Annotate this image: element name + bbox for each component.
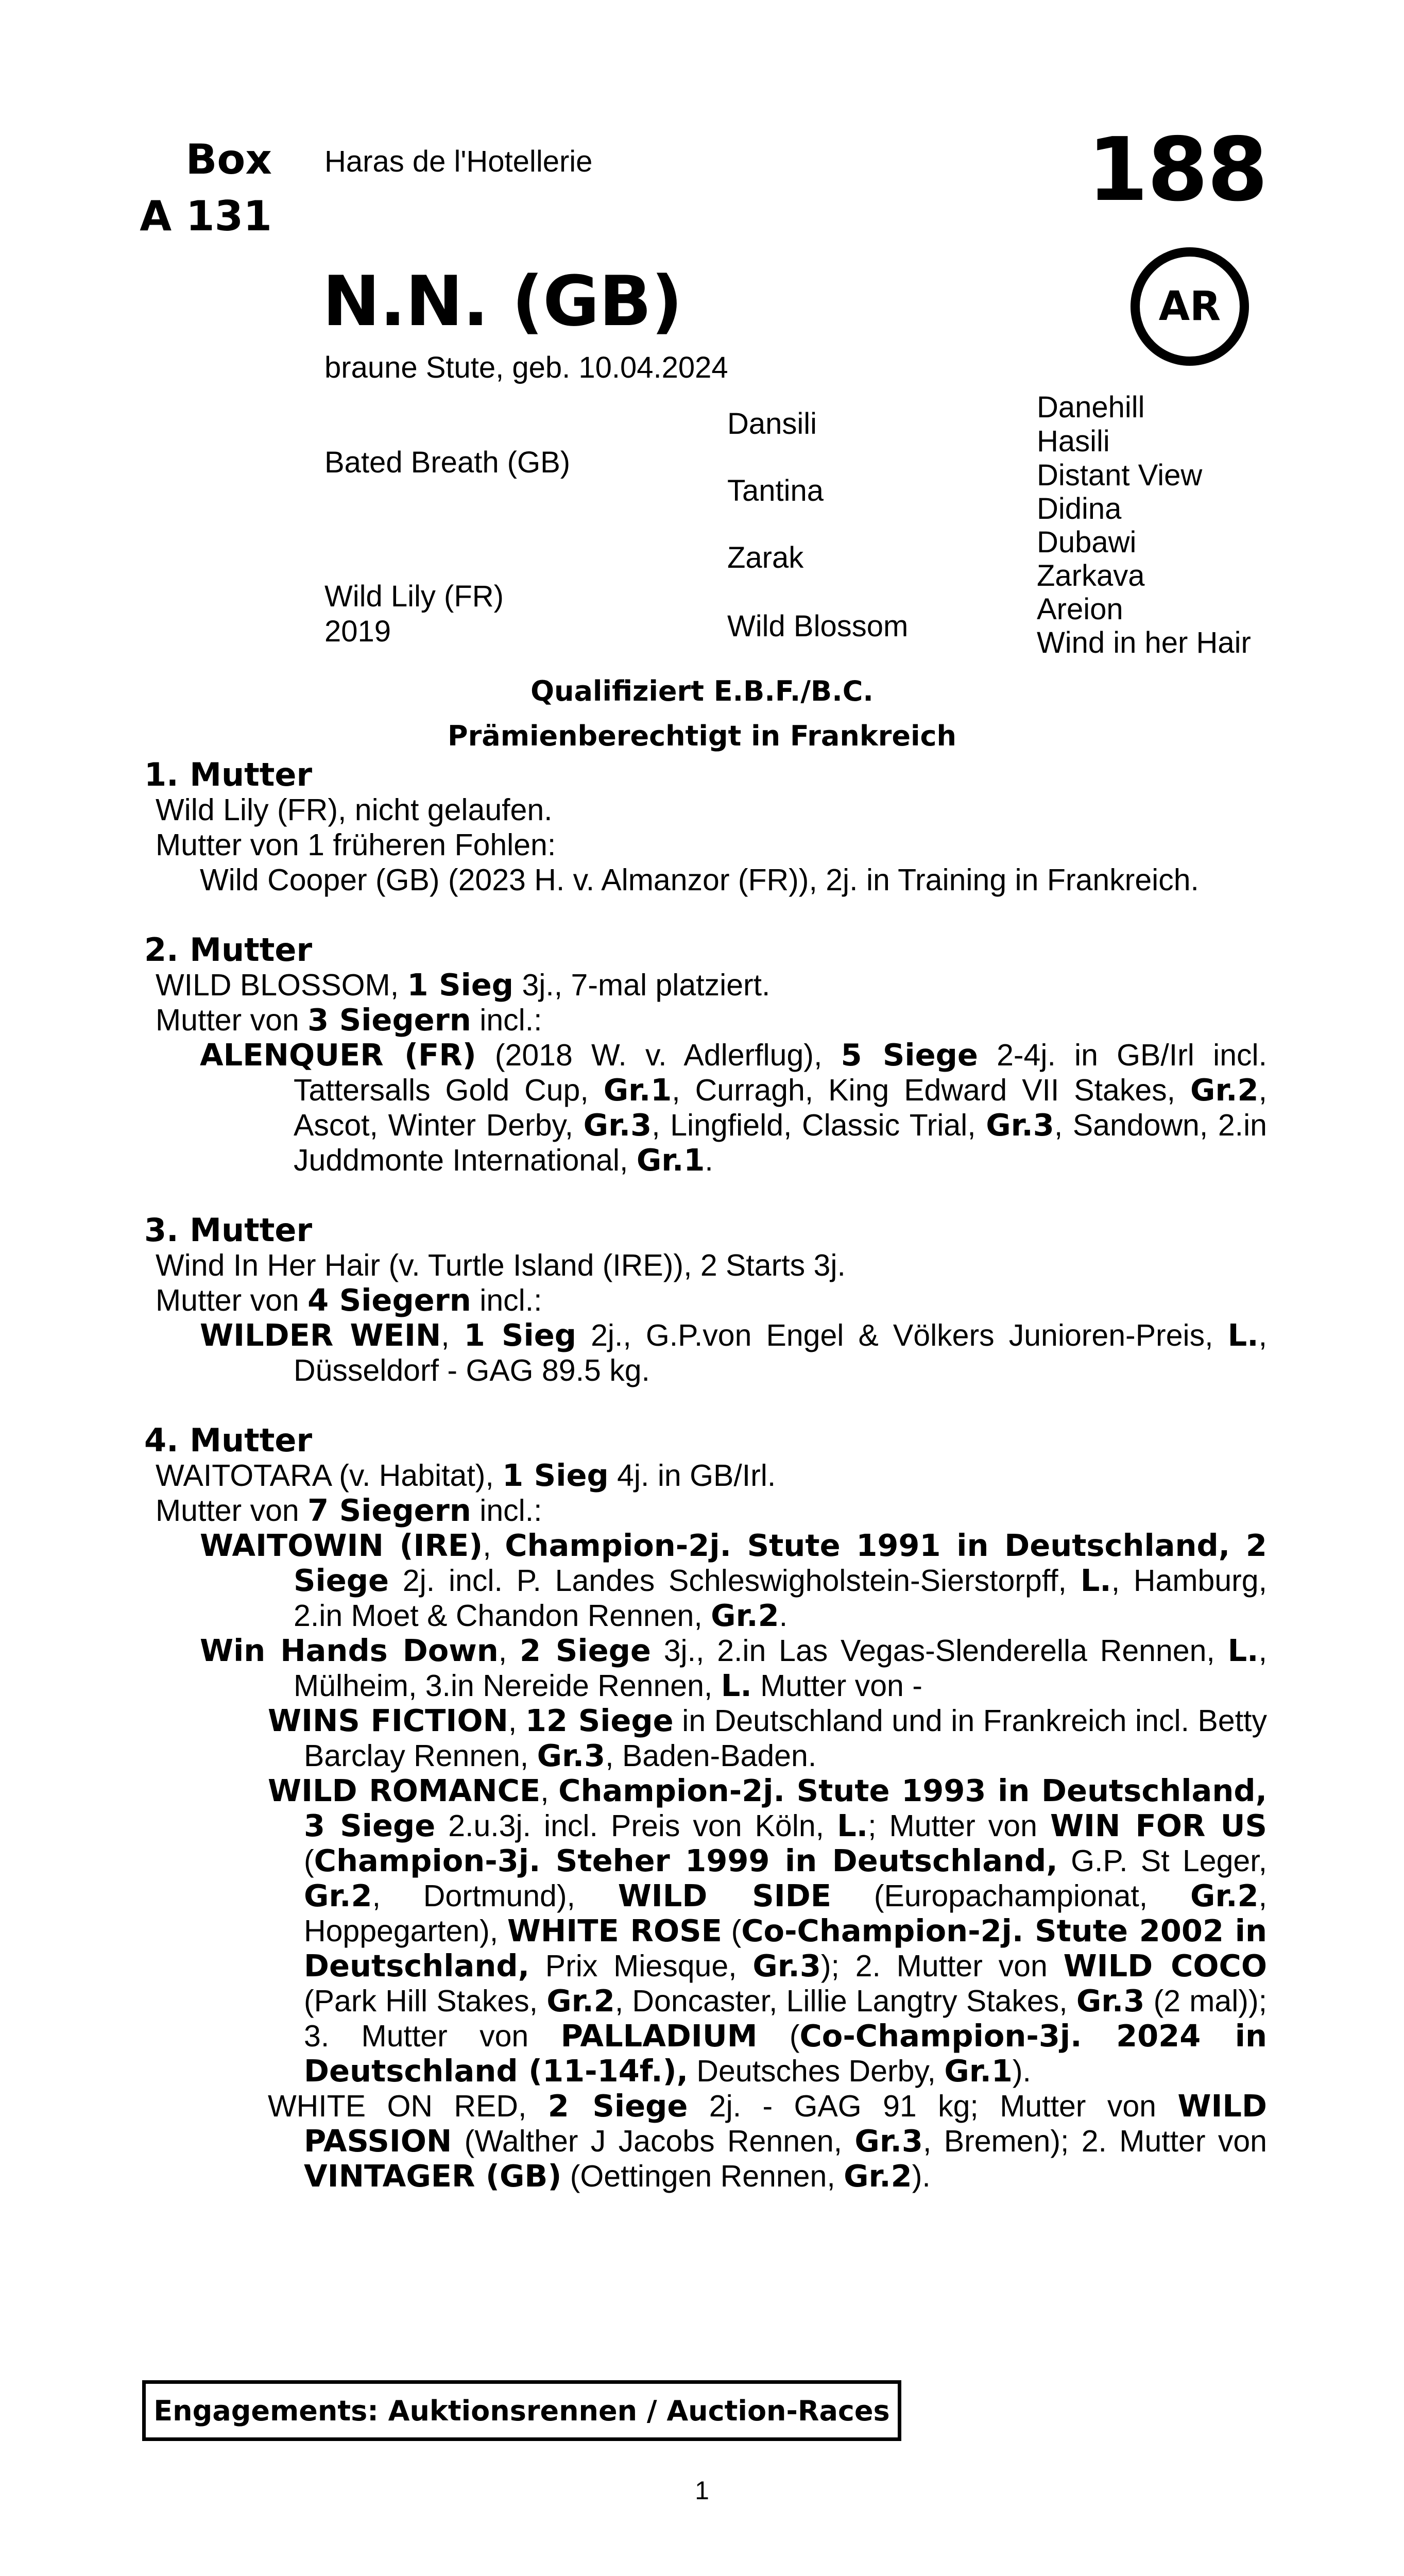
produce-intro: Mutter von 4 Siegern incl.: [156,1282,542,1318]
dam-line: Wind In Her Hair (v. Turtle Island (IRE)), 2 Starts 3j. [156,1248,846,1282]
pedigree-great-grandparent: Zarkava [1037,559,1145,592]
dam-line: Wild Lily (FR), nicht gelaufen. [156,793,553,827]
section-heading: 4. Mutter [144,1421,313,1459]
produce-entry: WAITOWIN (IRE), Champion-2j. Stute 1991 in Deutschland, 2 Siege 2j. incl. P. Landes Schleswigholstein-Sierstorpff, L., Hamburg, 2.in Moet & Chandon Rennen, Gr.2. [200,1528,1267,1633]
grand-produce-entry: WILD ROMANCE, Champion-2j. Stute 1993 in Deutschland, 3 Siege 2.u.3j. incl. Preis von Köln, L.; Mutter von WIN FOR US (Champion-3j. Steher 1999 in Deutschland, G.P. St Leger, Gr.2, Dortmund), WILD SIDE (Europachampionat, Gr.2, Hoppegarten), WHITE ROSE (Co-Champion-2j. Stute 2002 in Deutschland, Prix Miesque, Gr.3); 2. Mutter von WILD COCO (Park Hill Stakes, Gr.2, Doncaster, Lillie Langtry Stakes, Gr.3 (2 mal)); 3. Mutter von PALLADIUM (Co-Champion-3j. 2024 in Deutschland (11-14f.), Deutsches Derby, Gr.1). [268,1773,1267,2089]
produce-entry: WILDER WEIN, 1 Sieg 2j., G.P.von Engel & Völkers Junioren-Preis, L., Düsseldorf - GAG 89.5 kg. [200,1317,1268,1387]
third-dam-section [144,1213,1267,1388]
dam-line: WAITOTARA (v. Habitat), 1 Sieg 4j. in GB/Irl. [156,1458,776,1493]
box-number: A 131 [140,192,272,240]
second-dam-section [144,933,1267,1178]
produce-entry: ALENQUER (FR) (2018 W. v. Adlerflug), 5 Siege 2-4j. in GB/Irl incl. Tattersalls Gold Cup, Gr.1, Curragh, King Edward VII Stakes, Gr.2, Ascot, Winter Derby, Gr.3, Lingfield, Classic Trial, Gr.3, Sandown, 2.in Juddmonte International, Gr.1. [200,1037,1268,1178]
produce-intro: Mutter von 3 Siegern incl.: [156,1002,542,1038]
pedigree-dam-year: 2019 [324,615,391,648]
page-number: 1 [695,2476,709,2505]
pedigree-great-grandparent: Distant View [1037,459,1203,492]
horse-name: N.N. (GB) [322,261,682,342]
pedigree-grandparent: Dansili [727,407,817,440]
produce-intro: Mutter von 7 Siegern incl.: [156,1493,542,1528]
pedigree-grandparent: Wild Blossom [727,609,909,643]
pedigree-great-grandparent: Wind in her Hair [1037,626,1251,659]
qualification-line: Qualifiziert E.B.F./B.C. [530,675,874,707]
consignor: Haras de l'Hotellerie [324,145,593,178]
pedigree-dam: Wild Lily (FR) [324,580,504,613]
catalogue-page-body [144,757,1267,2194]
ar-badge [1131,247,1249,366]
produce-entry: Win Hands Down, 2 Siege 3j., 2.in Las Vegas-Slenderella Rennen, L., Mülheim, 3.in Nereide Rennen, L. Mutter von - [200,1633,1267,1703]
ar-badge-label: AR [1158,283,1221,330]
horse-description: braune Stute, geb. 10.04.2024 [324,351,728,384]
section-heading: 2. Mutter [144,931,313,969]
first-dam-section [144,757,1267,897]
fourth-dam-section [144,1423,1267,2194]
pedigree-great-grandparent: Didina [1037,492,1122,526]
section-heading: 3. Mutter [144,1211,313,1249]
produce-intro: Mutter von 1 früheren Fohlen: [156,828,556,862]
pedigree-sire: Bated Breath (GB) [324,446,571,479]
section-heading: 1. Mutter [144,756,313,793]
dam-line: WILD BLOSSOM, 1 Sieg 3j., 7-mal platziert. [156,967,771,1003]
lot-number: 188 [1087,119,1267,221]
pedigree-grandparent: Tantina [727,474,824,507]
grand-produce-entry: WINS FICTION, 12 Siege in Deutschland und in Frankreich incl. Betty Barclay Rennen, Gr.3, Baden-Baden. [268,1703,1267,1773]
pedigree-great-grandparent: Dubawi [1037,526,1137,559]
grand-produce-entry: WHITE ON RED, 2 Siege 2j. - GAG 91 kg; Mutter von WILD PASSION (Walther J Jacobs Rennen, Gr.3, Bremen); 2. Mutter von VINTAGER (GB) (Oettingen Rennen, Gr.2). [268,2088,1267,2194]
pedigree-great-grandparent: Areion [1037,592,1123,626]
engagements-label: Engagements: Auktionsrennen / Auction-Races [153,2394,890,2427]
qualification-line: Prämienberechtigt in Frankreich [448,720,956,752]
box-label: Box [185,135,272,183]
pedigree-great-grandparent: Hasili [1037,425,1110,458]
engagements-box [142,2380,901,2441]
produce-entry: Wild Cooper (GB) (2023 H. v. Almanzor (FR)), 2j. in Training in Frankreich. [200,863,1199,897]
pedigree-great-grandparent: Danehill [1037,391,1145,424]
pedigree-grandparent: Zarak [727,541,804,574]
